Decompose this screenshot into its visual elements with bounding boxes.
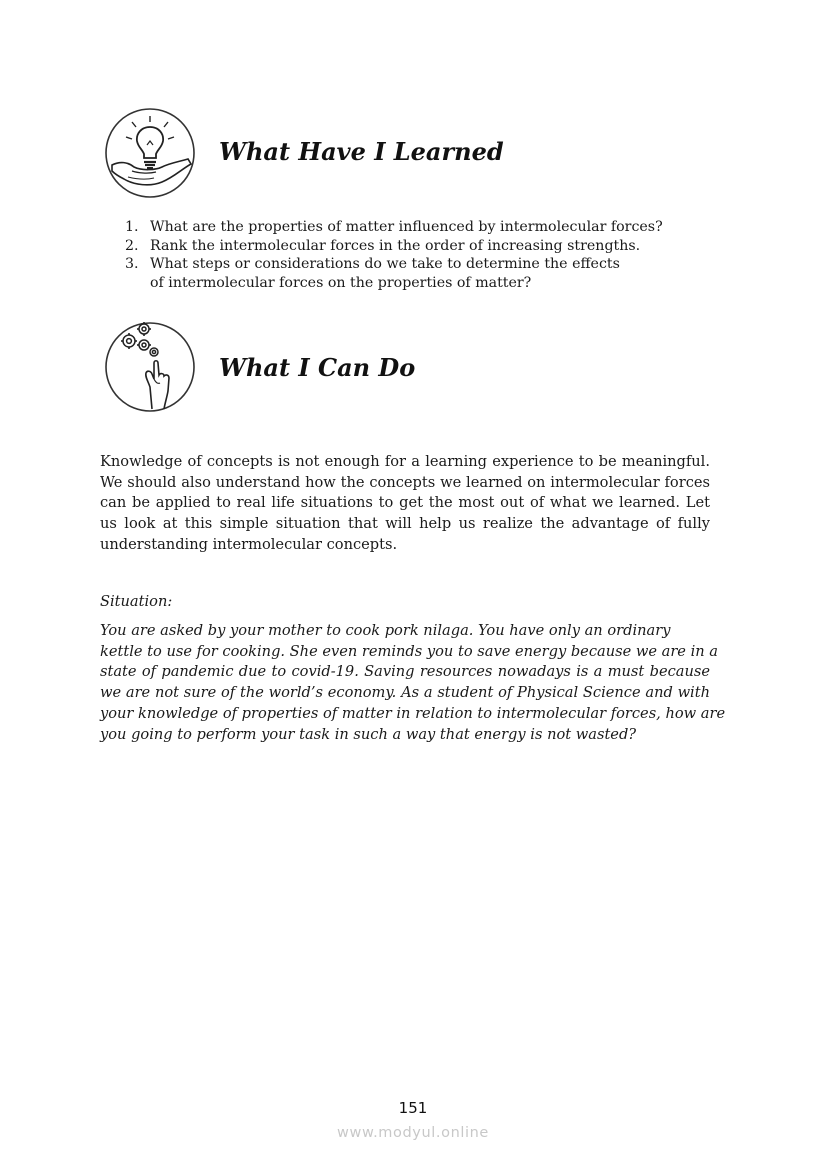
- question-text: Rank the intermolecular forces in the order of increasing strengths.: [150, 237, 641, 254]
- situation-line: state of pandemic due to covid-19. Saving resources nowadays is a must because: [100, 663, 710, 681]
- question-number: 1.: [125, 219, 139, 235]
- situation-line: your knowledge of properties of matter in relation to intermolecular forces, how are: [100, 704, 726, 722]
- situation-line: you going to perform your task in such a way that energy is not wasted?: [100, 725, 637, 743]
- question-number: 3.: [125, 256, 139, 273]
- section-title-what-i-can-do: What I Can Do: [219, 353, 416, 382]
- situation-line: kettle to use for cooking. She even reminds you to save energy because we are in a: [100, 642, 718, 660]
- situation-text: [100, 621, 726, 745]
- lightbulb-hand-icon: [104, 107, 196, 199]
- intro-paragraph: Knowledge of concepts is not enough for a learning experience to be meaningful. We should also understand how the concepts we learned on intermolecular forces can be applied to real life situations to get the most out of what we learned. Let us look at this simple situation that will help us realize the advantage of fully understanding intermolecular concepts.: [100, 453, 710, 553]
- situation-line: You are asked by your mother to cook pork nilaga. You have only an ordinary: [100, 622, 671, 639]
- question-item: [125, 237, 725, 256]
- question-text-line: of intermolecular forces on the properties of matter?: [150, 274, 532, 291]
- question-number: 2.: [125, 237, 139, 254]
- question-item: [125, 218, 725, 237]
- questions-list: [125, 218, 725, 292]
- question-item: [125, 255, 725, 292]
- watermark: www.modyul.online: [337, 1125, 489, 1141]
- question-text: What are the properties of matter influenced by intermolecular forces?: [150, 219, 663, 235]
- page-number: 151: [398, 1099, 428, 1117]
- situation-line: we are not sure of the world’s economy. As a student of Physical Science and with: [100, 684, 710, 702]
- question-text-line: What steps or considerations do we take to determine the effects: [150, 256, 620, 273]
- gears-hand-icon: [104, 321, 196, 413]
- section-title-what-have-i-learned: What Have I Learned: [219, 137, 504, 166]
- question-text: [150, 255, 725, 292]
- situation-label: Situation:: [100, 593, 173, 610]
